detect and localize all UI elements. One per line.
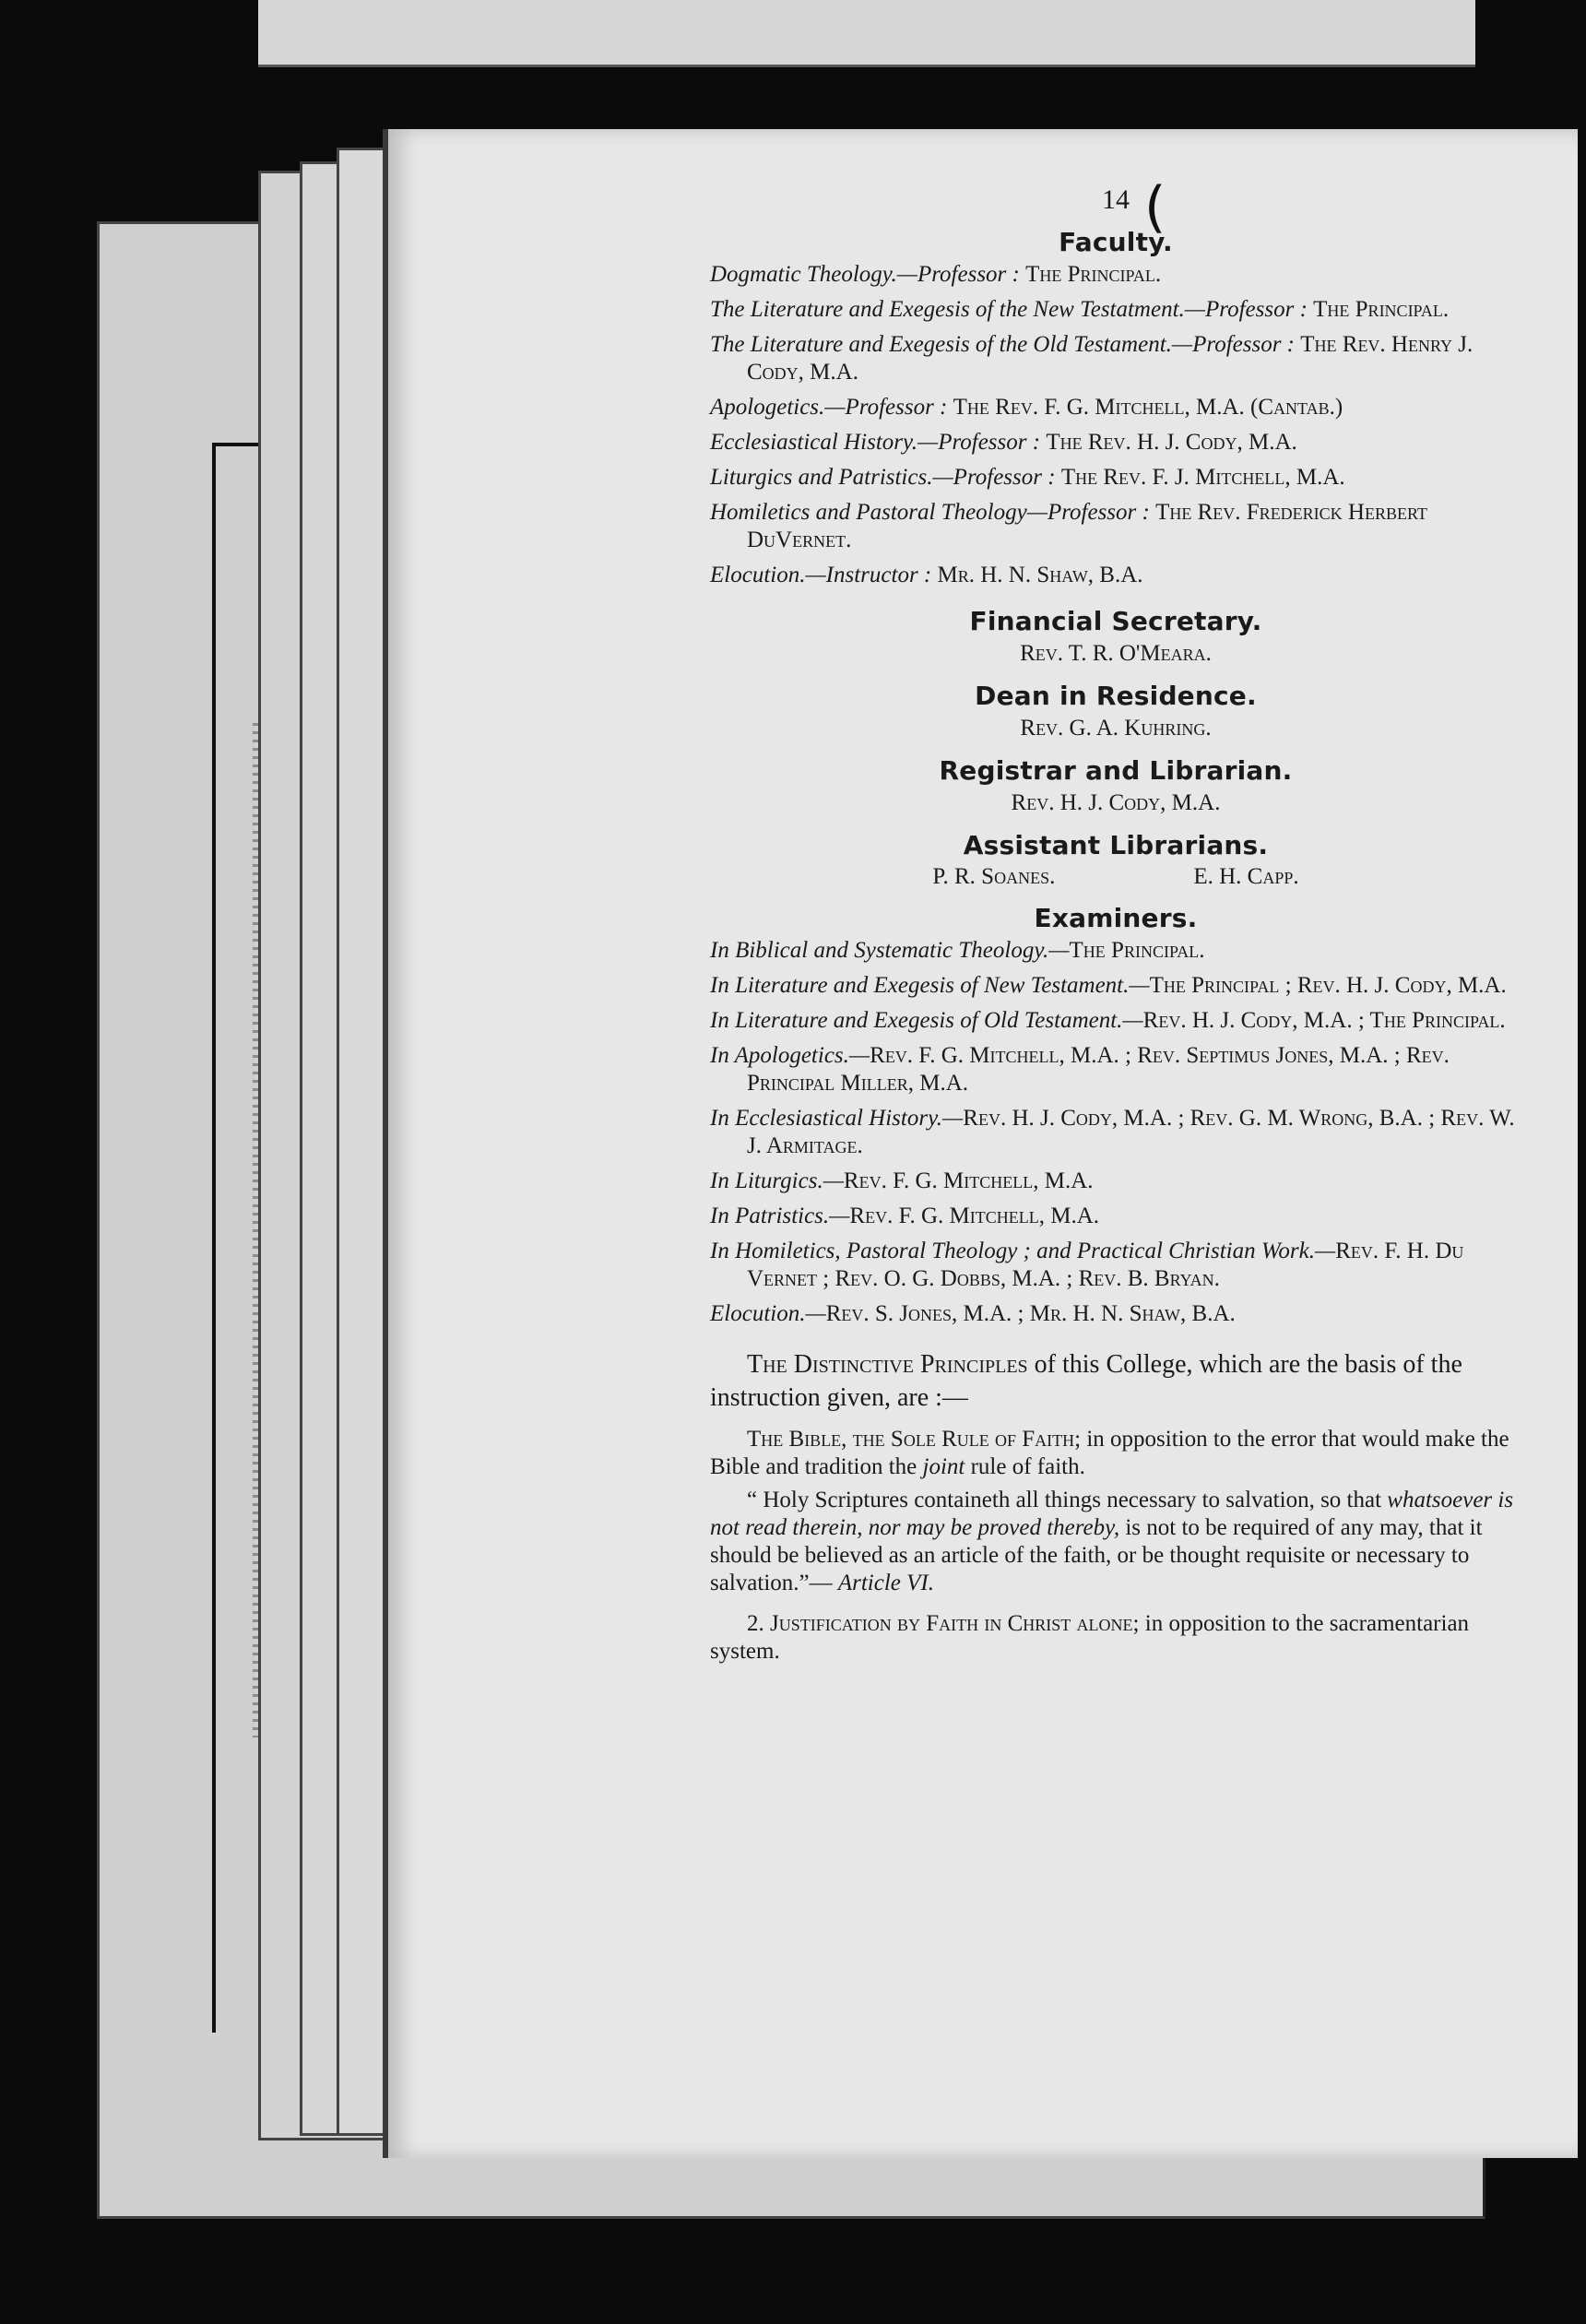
faculty-name: The Principal. bbox=[1313, 297, 1450, 322]
examiner-entry bbox=[710, 1042, 1521, 1097]
faculty-subject: Dogmatic Theology.—Professor : bbox=[710, 262, 1020, 287]
quote-start: “ Holy Scriptures containeth all things necessary to salvation, so that bbox=[747, 1488, 1382, 1512]
faculty-list bbox=[710, 261, 1521, 589]
examiner-entry bbox=[710, 937, 1521, 965]
quote-italic: whatsoever is not read therein, nor may be proved thereby, bbox=[710, 1488, 1514, 1540]
examiner-entry bbox=[710, 1007, 1521, 1035]
faculty-name: Mr. H. N. Shaw, B.A. bbox=[937, 563, 1143, 587]
faculty-subject: The Literature and Exegesis of the Old Testament.—Professor : bbox=[710, 332, 1295, 357]
faculty-entry bbox=[710, 261, 1521, 289]
financial-secretary-heading: Financial Secretary. bbox=[969, 606, 1262, 636]
examiner-names: Rev. F. G. Mitchell, M.A. ; Rev. Septimus Jones, M.A. ; Rev. Principal Miller, M.A. bbox=[747, 1043, 1450, 1096]
faculty-name: The Principal. bbox=[1025, 262, 1162, 287]
faculty-name: The Rev. F. J. Mitchell, M.A. bbox=[1060, 465, 1345, 490]
faculty-subject: Homiletics and Pastoral Theology—Professor : bbox=[710, 500, 1150, 525]
article-quote bbox=[710, 1487, 1521, 1597]
principle-one-end: rule of faith. bbox=[970, 1454, 1085, 1479]
faculty-name: The Rev. H. J. Cody, M.A. bbox=[1046, 430, 1297, 455]
faculty-entry bbox=[710, 562, 1521, 589]
faculty-subject: Elocution.—Instructor : bbox=[710, 563, 932, 587]
quote-end: is not to be required of any may, that it should be believed as an article of the faith, or be thought requisite or necessary to salvation.”— bbox=[710, 1515, 1483, 1595]
assistant-librarians-names bbox=[710, 864, 1521, 890]
faculty-heading: Faculty. bbox=[1059, 227, 1173, 257]
faculty-subject: Liturgics and Patristics.—Professor : bbox=[710, 465, 1056, 490]
principle-two-caps: Justification by Faith in Christ alone bbox=[770, 1611, 1133, 1636]
registrar-heading: Registrar and Librarian. bbox=[939, 755, 1293, 786]
faculty-subject: Ecclesiastical History.—Professor : bbox=[710, 430, 1041, 455]
quote-source: Article VI. bbox=[837, 1571, 934, 1595]
faculty-name: The Rev. Frederick Herbert DuVernet. bbox=[747, 500, 1427, 552]
examiner-names: Rev. F. G. Mitchell, M.A. bbox=[849, 1204, 1100, 1228]
examiner-subject: In Apologetics.— bbox=[710, 1043, 870, 1068]
principle-two bbox=[710, 1610, 1521, 1666]
dean-heading: Dean in Residence. bbox=[975, 681, 1257, 711]
faculty-subject: The Literature and Exegesis of the New Testatment.—Professor : bbox=[710, 297, 1308, 322]
assistant-librarian-name: P. R. Soanes. bbox=[932, 864, 1056, 889]
examiner-names: Rev. F. G. Mitchell, M.A. bbox=[843, 1168, 1094, 1193]
faculty-name: The Rev. F. G. Mitchell, M.A. (Cantab.) bbox=[953, 395, 1343, 420]
assistant-librarians-heading: Assistant Librarians. bbox=[963, 830, 1269, 860]
examiner-subject: In Literature and Exegesis of Old Testament.— bbox=[710, 1008, 1143, 1033]
pencil-mark: ( bbox=[1144, 175, 1166, 240]
principle-one-italic: joint bbox=[922, 1454, 965, 1479]
principles-intro-caps: The Distinctive Principles bbox=[747, 1350, 1028, 1379]
examiner-names: Rev. S. Jones, M.A. ; Mr. H. N. Shaw, B.A. bbox=[825, 1301, 1236, 1326]
examiner-entry bbox=[710, 1203, 1521, 1230]
faculty-entry bbox=[710, 394, 1521, 421]
principle-two-text: ; in opposition to the sacramentarian system. bbox=[710, 1611, 1470, 1664]
examiner-entry bbox=[710, 1238, 1521, 1293]
principle-one bbox=[710, 1426, 1521, 1481]
registrar-name: Rev. H. J. Cody, M.A. bbox=[1011, 790, 1221, 815]
examiner-subject: In Ecclesiastical History.— bbox=[710, 1106, 964, 1131]
examiners-list bbox=[710, 937, 1521, 1328]
faculty-entry bbox=[710, 499, 1521, 554]
examiner-names: Rev. H. J. Cody, M.A. ; Rev. G. M. Wrong, B.A. ; Rev. W. J. Armitage. bbox=[747, 1106, 1515, 1158]
examiner-names: Rev. F. H. Du Vernet ; Rev. O. G. Dobbs, M.A. ; Rev. B. Bryan. bbox=[747, 1239, 1464, 1291]
page-content bbox=[710, 184, 1521, 1671]
principles-intro bbox=[710, 1348, 1521, 1415]
examiners-heading: Examiners. bbox=[1034, 903, 1198, 933]
financial-secretary-name: Rev. T. R. O'Meara. bbox=[1020, 641, 1212, 666]
top-page-edge bbox=[258, 0, 1475, 67]
assistant-librarian-name: E. H. Capp. bbox=[1193, 864, 1299, 889]
page-number: 14 bbox=[1102, 184, 1130, 215]
examiner-subject: In Biblical and Systematic Theology.— bbox=[710, 938, 1070, 963]
faculty-name: The Rev. Henry J. Cody, M.A. bbox=[747, 332, 1474, 385]
examiner-names: The Principal ; Rev. H. J. Cody, M.A. bbox=[1149, 973, 1507, 998]
principles-intro-text: of this College, which are the basis of the instruction given, are :— bbox=[710, 1350, 1462, 1412]
examiner-subject: In Homiletics, Pastoral Theology ; and Practical Christian Work.— bbox=[710, 1239, 1336, 1263]
faculty-entry bbox=[710, 429, 1521, 456]
examiner-entry bbox=[710, 1168, 1521, 1195]
principle-one-caps: The Bible, the Sole Rule of Faith bbox=[747, 1427, 1075, 1452]
dean-name: Rev. G. A. Kuhring. bbox=[1020, 716, 1212, 741]
examiner-entry bbox=[710, 1300, 1521, 1328]
examiner-names: The Principal. bbox=[1069, 938, 1205, 963]
examiner-subject: In Patristics.— bbox=[710, 1204, 850, 1228]
faculty-subject: Apologetics.—Professor : bbox=[710, 395, 948, 420]
examiner-subject: Elocution.— bbox=[710, 1301, 826, 1326]
examiner-names: Rev. H. J. Cody, M.A. ; The Principal. bbox=[1142, 1008, 1506, 1033]
examiner-entry bbox=[710, 972, 1521, 1000]
principle-two-number: 2. bbox=[747, 1611, 764, 1636]
faculty-entry bbox=[710, 464, 1521, 492]
principle-one-text: ; in opposition to the error that would make the Bible and tradition the bbox=[710, 1427, 1509, 1479]
faculty-entry bbox=[710, 331, 1521, 386]
examiner-subject: In Literature and Exegesis of New Testament.— bbox=[710, 973, 1150, 998]
faculty-entry bbox=[710, 296, 1521, 324]
examiner-subject: In Liturgics.— bbox=[710, 1168, 844, 1193]
examiner-entry bbox=[710, 1105, 1521, 1160]
